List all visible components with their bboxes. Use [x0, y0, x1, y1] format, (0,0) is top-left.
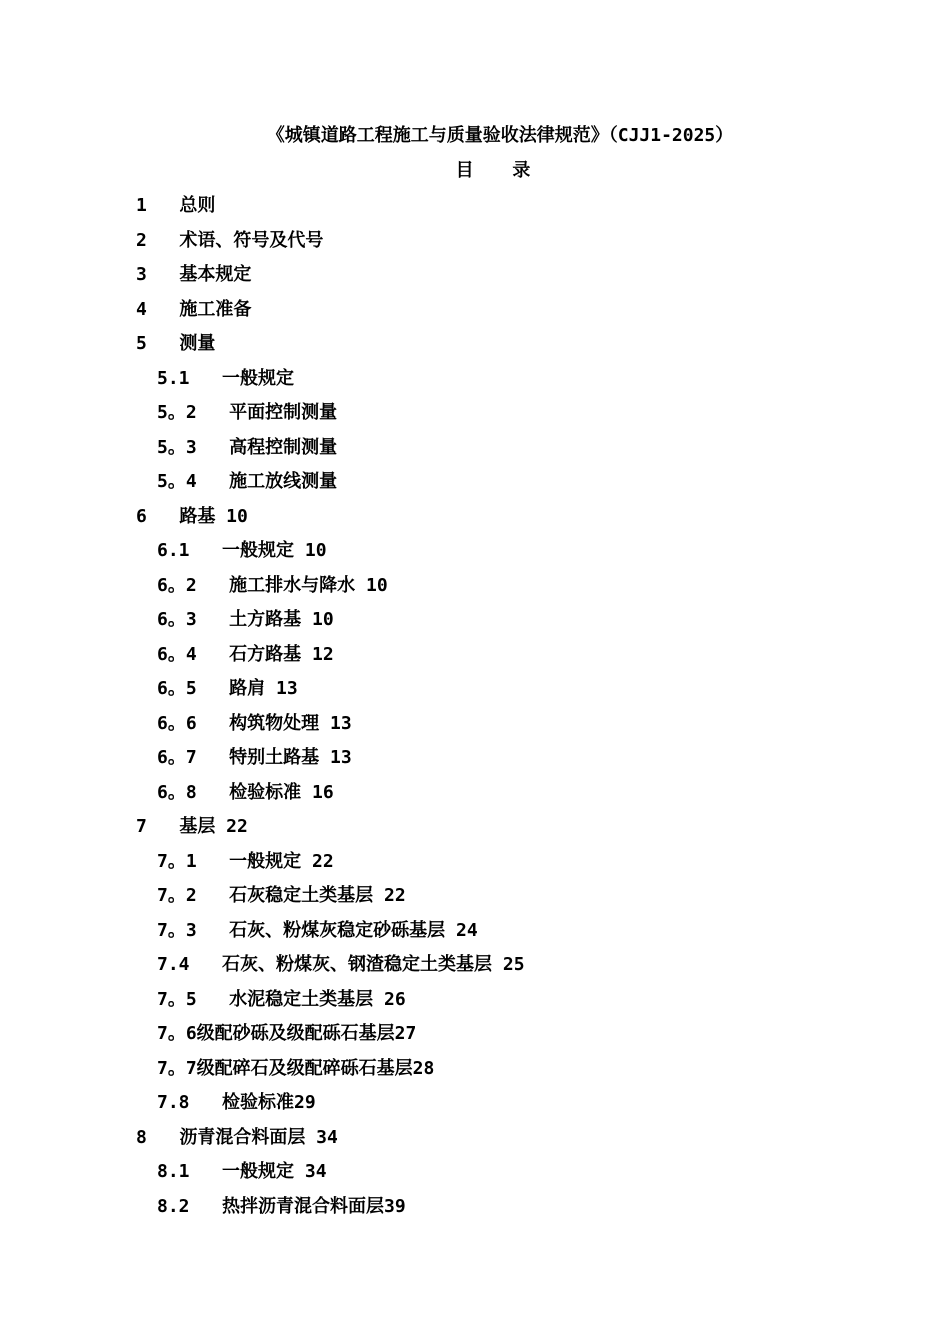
toc-entry-text: 2 术语、符号及代号 [136, 229, 324, 251]
toc-chapter [0, 296, 950, 331]
toc-chapter [0, 261, 950, 296]
toc-chapter [0, 192, 950, 227]
toc-entry-text: 5.1 一般规定 [157, 367, 295, 389]
toc-section [0, 365, 950, 400]
toc-chapter [0, 813, 950, 848]
toc-entry-text: 8 沥青混合料面层 34 [136, 1126, 338, 1148]
toc-entry-text: 6。5 路肩 13 [157, 678, 298, 699]
toc-entry-text: 7 基层 22 [136, 816, 248, 837]
toc-entry-text: 8.1 一般规定 34 [157, 1161, 327, 1182]
toc-section [0, 1193, 950, 1228]
toc-entry-text: 6。4 石方路基 12 [157, 643, 334, 665]
toc-section [0, 779, 950, 814]
table-of-contents [0, 192, 950, 1227]
toc-section [0, 1158, 950, 1193]
toc-section [0, 1055, 950, 1090]
toc-entry-text: 8.2 热拌沥青混合料面层39 [157, 1195, 406, 1217]
toc-section [0, 882, 950, 917]
toc-entry-text: 7。6级配砂砾及级配砾石基层27 [157, 1023, 417, 1044]
toc-entry-text: 7。3 石灰、粉煤灰稳定砂砾基层 24 [157, 919, 478, 941]
toc-entry-text: 7。2 石灰稳定土类基层 22 [157, 885, 406, 906]
toc-chapter [0, 227, 950, 262]
toc-section [0, 434, 950, 469]
toc-entry-text: 6。2 施工排水与降水 10 [157, 574, 388, 596]
toc-entry-text: 7.4 石灰、粉煤灰、钢渣稳定土类基层 25 [157, 954, 525, 975]
toc-section [0, 468, 950, 503]
toc-section [0, 641, 950, 676]
toc-entry-text: 5。2 平面控制测量 [157, 402, 338, 423]
toc-section [0, 1089, 950, 1124]
toc-entry-text: 6。7 特别土路基 13 [157, 747, 352, 768]
toc-section [0, 917, 950, 952]
toc-entry-text: 6。3 土方路基 10 [157, 609, 334, 630]
toc-chapter [0, 503, 950, 538]
toc-section [0, 1020, 950, 1055]
toc-section [0, 572, 950, 607]
toc-entry-text: 6。8 检验标准 16 [157, 781, 334, 803]
toc-entry-text: 7。7级配碎石及级配碎砾石基层28 [157, 1057, 435, 1079]
toc-heading: 目 录 [455, 160, 545, 181]
document-title: 《城镇道路工程施工与质量验收法律规范》（CJJ1-2025） [266, 125, 734, 146]
toc-entry-text: 7。1 一般规定 22 [157, 850, 334, 872]
toc-entry-text: 6.1 一般规定 10 [157, 540, 327, 561]
toc-entry-text: 6 路基 10 [136, 505, 248, 527]
toc-section [0, 710, 950, 745]
toc-section [0, 744, 950, 779]
toc-entry-text: 3 基本规定 [136, 264, 252, 285]
toc-section [0, 951, 950, 986]
toc-chapter [0, 330, 950, 365]
toc-entry-text: 7.8 检验标准29 [157, 1092, 316, 1113]
toc-entry-text: 5。4 施工放线测量 [157, 471, 338, 492]
toc-entry-text: 6。6 构筑物处理 13 [157, 712, 352, 734]
toc-section [0, 986, 950, 1021]
toc-entry-text: 7。5 水泥稳定土类基层 26 [157, 988, 406, 1010]
toc-section [0, 399, 950, 434]
toc-entry-text: 4 施工准备 [136, 298, 252, 320]
toc-chapter [0, 1124, 950, 1159]
toc-entry-text: 5。3 高程控制测量 [157, 436, 338, 458]
toc-section [0, 848, 950, 883]
toc-section [0, 675, 950, 710]
toc-section [0, 606, 950, 641]
toc-entry-text: 1 总则 [136, 195, 216, 216]
toc-section [0, 537, 950, 572]
toc-entry-text: 5 测量 [136, 333, 216, 354]
